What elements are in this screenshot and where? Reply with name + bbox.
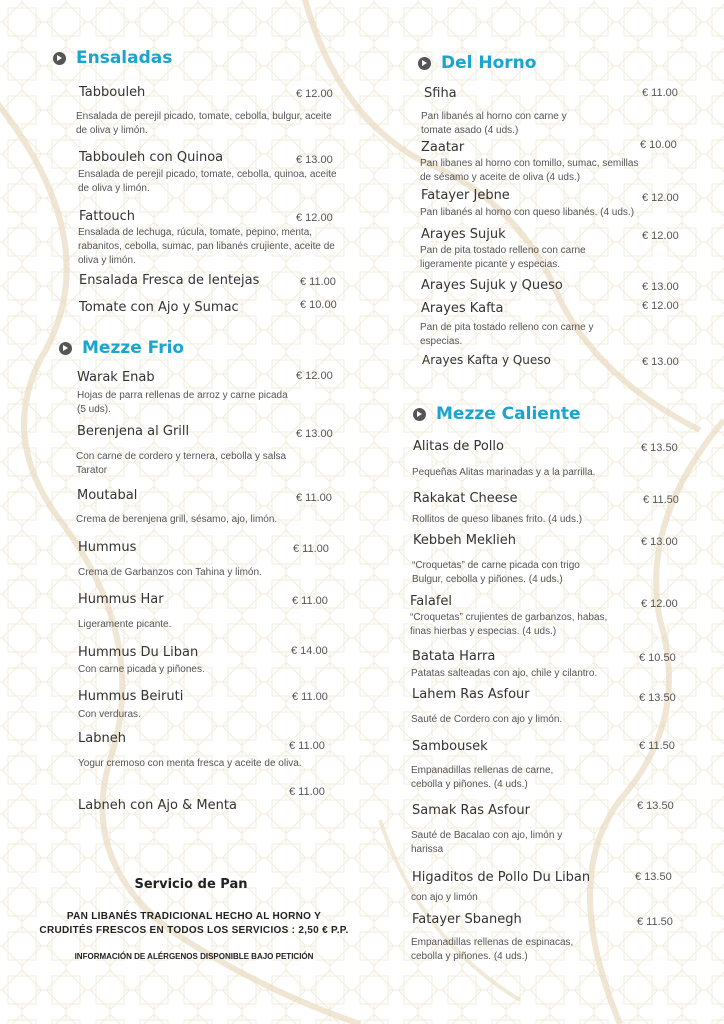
- menu-item-price: € 11.00: [296, 492, 332, 504]
- menu-item-price: € 13.00: [642, 281, 679, 293]
- menu-item-name: Batata Harra: [412, 649, 496, 664]
- menu-item-description: Sauté de Bacalao con ajo, limón y harissa: [411, 830, 563, 855]
- menu-item-name: Sambousek: [412, 739, 488, 754]
- menu-item-price: € 12.00: [642, 230, 679, 242]
- menu-item-price: € 11.00: [289, 740, 325, 752]
- menu-item-description: Sauté de Cordero con ajo y limón.: [411, 714, 563, 725]
- menu-item-description: Pan libanes al horno con tomillo, sumac, semillas de sésamo y aceite de oliva (4 uds.): [420, 158, 639, 183]
- allergen-notice: INFORMACIÓN DE ALÉRGENOS DISPONIBLE BAJO PETICIÓN: [74, 952, 314, 961]
- menu-item-description: Patatas salteadas con ajo, chile y cilantro.: [411, 668, 598, 679]
- menu-item-description: Empanadillas rellenas de espinacas, cebolla y piñones. (4 uds.): [411, 937, 574, 962]
- menu-item-price: € 11.00: [289, 786, 325, 798]
- menu-item-description: Crema de Garbanzos con Tahina y limón.: [78, 567, 262, 578]
- menu-item-description: Ligeramente picante.: [78, 619, 172, 630]
- menu-item-price: € 13.00: [641, 536, 678, 548]
- menu-item-description: Con carne picada y piñones.: [78, 664, 205, 675]
- menu-item-description: “Croquetas” crujientes de garbanzos, habas, finas hierbas y especias. (4 uds.): [410, 612, 608, 637]
- menu-item-description: Con carne de cordero y ternera, cebolla y salsa Tarator: [76, 451, 287, 476]
- menu-item-name: Fatayer Sbanegh: [412, 912, 522, 927]
- menu-item-price: € 11.50: [639, 740, 675, 752]
- menu-item-name: Alitas de Pollo: [413, 439, 504, 454]
- section-header-del-horno: [418, 53, 536, 73]
- menu-item-price: € 12.00: [296, 370, 333, 382]
- menu-item-name: Tomate con Ajo y Sumac: [79, 300, 239, 315]
- menu-item-price: € 13.50: [637, 800, 674, 812]
- menu-item-description: Pan de pita tostado relleno con carne ligeramente picante y especias.: [420, 245, 586, 270]
- menu-item-price: € 11.00: [293, 543, 329, 555]
- circle-arrow-right-icon: [53, 52, 66, 65]
- menu-item-price: € 13.50: [639, 692, 676, 704]
- menu-item-price: € 13.00: [642, 356, 679, 368]
- menu-item-description: Ensalada de perejil picado, tomate, cebolla, bulgur, aceite de oliva y limón.: [76, 111, 332, 136]
- menu-item-name: Warak Enab: [77, 370, 155, 385]
- bread-service-text: PAN LIBANÉS TRADICIONAL HECHO AL HORNO Y CRUDITÉS FRESCOS EN TODOS LOS SERVICIOS : 2,50 € P.P.: [39, 911, 349, 936]
- menu-item-name: Labneh con Ajo & Menta: [78, 798, 237, 813]
- menu-item-price: € 10.00: [300, 299, 337, 311]
- menu-item-name: Ensalada Fresca de lentejas: [79, 273, 260, 288]
- section-title: Mezze Caliente: [436, 404, 581, 424]
- circle-arrow-right-icon: [418, 57, 431, 70]
- menu-item-price: € 11.00: [642, 87, 678, 99]
- menu-item-name: Arayes Sujuk: [421, 227, 506, 242]
- menu-item-name: Sfiha: [424, 86, 457, 101]
- menu-item-price: € 11.00: [292, 691, 328, 703]
- menu-item-price: € 11.50: [637, 916, 673, 928]
- menu-item-price: € 12.00: [642, 300, 679, 312]
- menu-item-description: “Croquetas” de carne picada con trigo Bulgur, cebolla y piñones. (4 uds.): [412, 560, 580, 585]
- menu-item-description: Pan de pita tostado relleno con carne y especias.: [420, 322, 594, 347]
- menu-item-price: € 12.00: [296, 212, 333, 224]
- menu-item-description: Crema de berenjena grill, sésamo, ajo, limón.: [76, 514, 278, 525]
- menu-item-name: Tabbouleh: [79, 85, 146, 100]
- menu-item-description: Pequeñas Alitas marinadas y a la parrilla.: [412, 467, 596, 478]
- menu-item-name: Zaatar: [421, 140, 465, 155]
- section-title: Mezze Frio: [82, 338, 185, 358]
- menu-item-price: € 13.00: [296, 154, 333, 166]
- menu-item-name: Falafel: [410, 594, 453, 609]
- circle-arrow-right-icon: [59, 342, 72, 355]
- menu-item-price: € 11.00: [300, 276, 336, 288]
- menu-item-description: Pan libanés al horno con carne y tomate asado (4 uds.): [421, 111, 567, 136]
- menu-item-description: Hojas de parra rellenas de arroz y carne picada (5 uds).: [77, 390, 288, 415]
- bread-service-title: Servicio de Pan: [134, 877, 248, 892]
- menu-item-description: con ajo y limón: [411, 892, 478, 903]
- menu-item-name: Arayes Kafta y Queso: [422, 353, 551, 367]
- section-header-ensaladas: [53, 48, 172, 68]
- menu-item-name: Hummus: [78, 540, 137, 555]
- menu-item-description: Ensalada de perejil picado, tomate, cebolla, quinoa, aceite de oliva y limón.: [78, 169, 337, 194]
- menu-item-price: € 11.50: [643, 494, 679, 506]
- menu-item-name: Fattouch: [79, 209, 136, 224]
- menu-item-description: Con verduras.: [78, 709, 141, 720]
- menu-item-name: Tabbouleh con Quinoa: [79, 150, 224, 165]
- menu-item-name: Lahem Ras Asfour: [412, 687, 530, 702]
- menu-item-name: Higaditos de Pollo Du Liban: [412, 870, 591, 885]
- menu-item-name: Arayes Sujuk y Queso: [421, 278, 563, 293]
- menu-item-name: Kebbeh Meklieh: [413, 533, 516, 548]
- menu-item-name: Hummus Du Liban: [78, 645, 199, 660]
- section-title: Ensaladas: [76, 48, 173, 68]
- menu-item-description: Empanadillas rellenas de carne, cebolla y piñones. (4 uds.): [411, 765, 554, 790]
- menu-item-price: € 13.50: [641, 442, 678, 454]
- section-header-mezze-frio: [59, 338, 184, 358]
- menu-item-description: Rollitos de queso libanes frito. (4 uds.): [412, 514, 583, 525]
- menu-item-name: Fatayer Jebne: [421, 188, 510, 203]
- menu-item-price: € 13.50: [635, 871, 672, 883]
- menu-item-description: Ensalada de lechuga, rúcula, tomate, pepino, menta, rabanitos, cebolla, sumac, pan libanés crujiente, aceite de oliva y limón.: [78, 227, 335, 266]
- menu-item-description: Yogur cremoso con menta fresca y aceite de oliva.: [78, 758, 302, 769]
- menu-item-price: € 10.50: [639, 652, 676, 664]
- menu-item-name: Samak Ras Asfour: [412, 803, 530, 818]
- menu-item-name: Moutabal: [77, 488, 138, 503]
- menu-item-price: € 13.00: [296, 428, 333, 440]
- menu-item-price: € 12.00: [641, 598, 678, 610]
- section-title: Del Horno: [441, 53, 537, 73]
- menu-item-name: Berenjena al Grill: [77, 424, 190, 439]
- menu-item-name: Rakakat Cheese: [413, 491, 518, 506]
- menu-item-price: € 10.00: [640, 139, 677, 151]
- menu-item-name: Labneh: [78, 731, 126, 746]
- menu-item-price: € 11.00: [292, 595, 328, 607]
- menu-item-price: € 12.00: [296, 88, 333, 100]
- menu-item-name: Hummus Beiruti: [78, 689, 184, 704]
- section-header-mezze-caliente: [413, 404, 581, 424]
- menu-item-price: € 12.00: [642, 192, 679, 204]
- menu-item-name: Arayes Kafta: [421, 301, 504, 316]
- menu-item-price: € 14.00: [291, 645, 328, 657]
- menu-item-name: Hummus Har: [78, 592, 164, 607]
- circle-arrow-right-icon: [413, 408, 426, 421]
- menu-item-description: Pan libanés al horno con queso libanés. (4 uds.): [420, 207, 635, 218]
